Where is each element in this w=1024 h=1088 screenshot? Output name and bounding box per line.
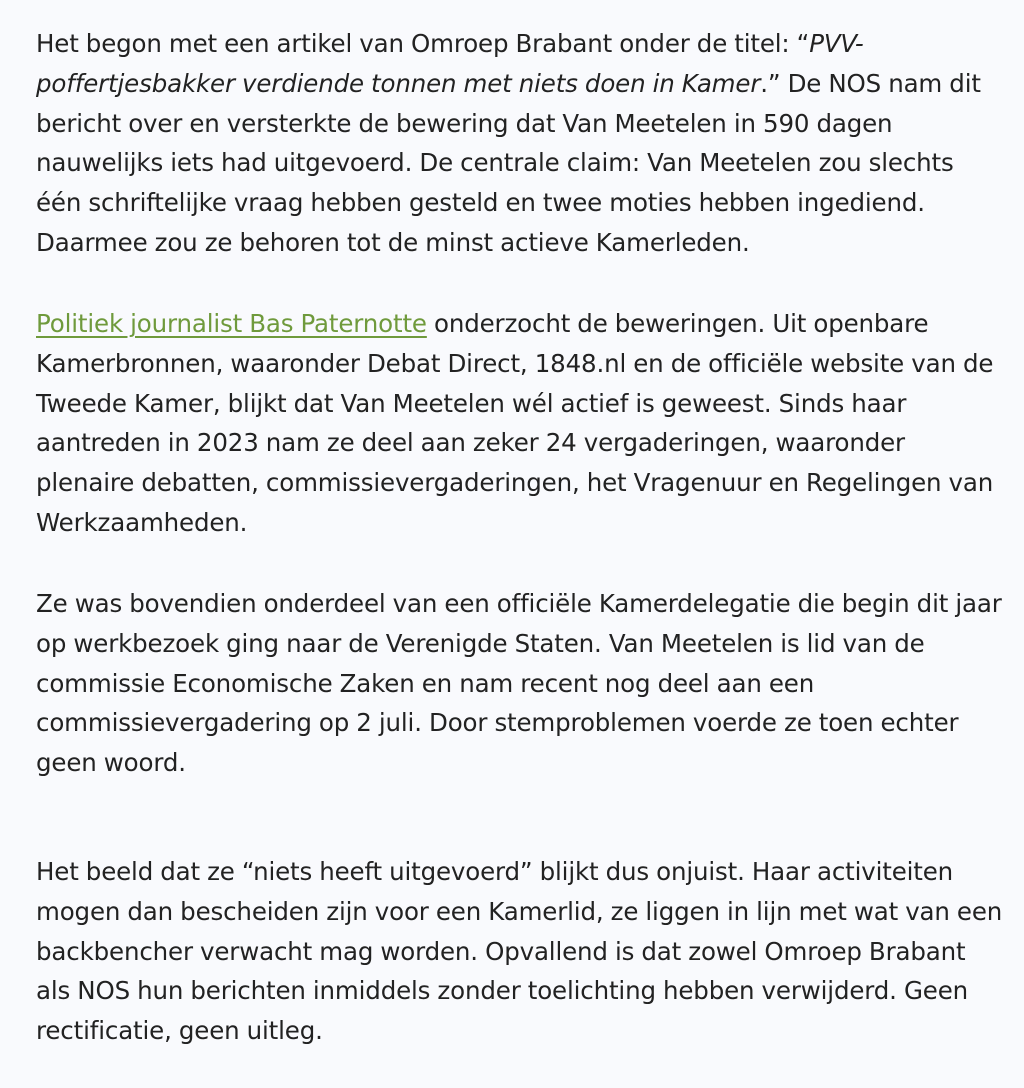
paragraph-investigation xyxy=(36,304,1004,543)
paragraph-intro xyxy=(36,24,1004,263)
intro-text-start: Het begon met een artikel van Omroep Brabant onder de titel: “ xyxy=(36,29,810,58)
paragraph-delegation: Ze was bovendien onderdeel van een officiële Kamerdelegatie die begin dit jaar op werkbezoek ging naar de Verenigde Staten. Van Meetelen is lid van de commissie Economische Zaken en nam recent nog deel aan een commissievergadering op 2 juli. Door stemproblemen voerde ze toen echter geen woord. xyxy=(36,589,1002,778)
quoted-headline: PVV-poffertjesbakker verdiende tonnen met niets doen in Kamer xyxy=(36,29,864,98)
journalist-link[interactable]: Politiek journalist Bas Paternotte xyxy=(36,309,427,338)
investigation-text: onderzocht de beweringen. Uit openbare Kamerbronnen, waaronder Debat Direct, 1848.nl en de officiële website van de Tweede Kamer, blijkt dat Van Meetelen wél actief is geweest. Sinds haar aantreden in 2023 nam ze deel aan zeker 24 vergaderingen, waaronder plenaire debatten, commissievergaderingen, het Vragenuur en Regelingen van Werkzaamheden. xyxy=(36,309,994,537)
paragraph-conclusion: Het beeld dat ze “niets heeft uitgevoerd” blijkt dus onjuist. Haar activiteiten mogen dan bescheiden zijn voor een Kamerlid, ze liggen in lijn met wat van een backbencher verwacht mag worden. Opvallend is dat zowel Omroep Brabant als NOS hun berichten inmiddels zonder toelichting hebben verwijderd. Geen rectificatie, geen uitleg. xyxy=(36,857,1003,1046)
intro-text-end: .” De NOS nam dit bericht over en versterkte de bewering dat Van Meetelen in 590 dagen nauwelijks iets had uitgevoerd. De centrale claim: Van Meetelen zou slechts één schriftelijke vraag hebben gesteld en twee moties hebben ingediend. Daarmee zou ze behoren tot de minst actieve Kamerleden. xyxy=(36,68,981,257)
